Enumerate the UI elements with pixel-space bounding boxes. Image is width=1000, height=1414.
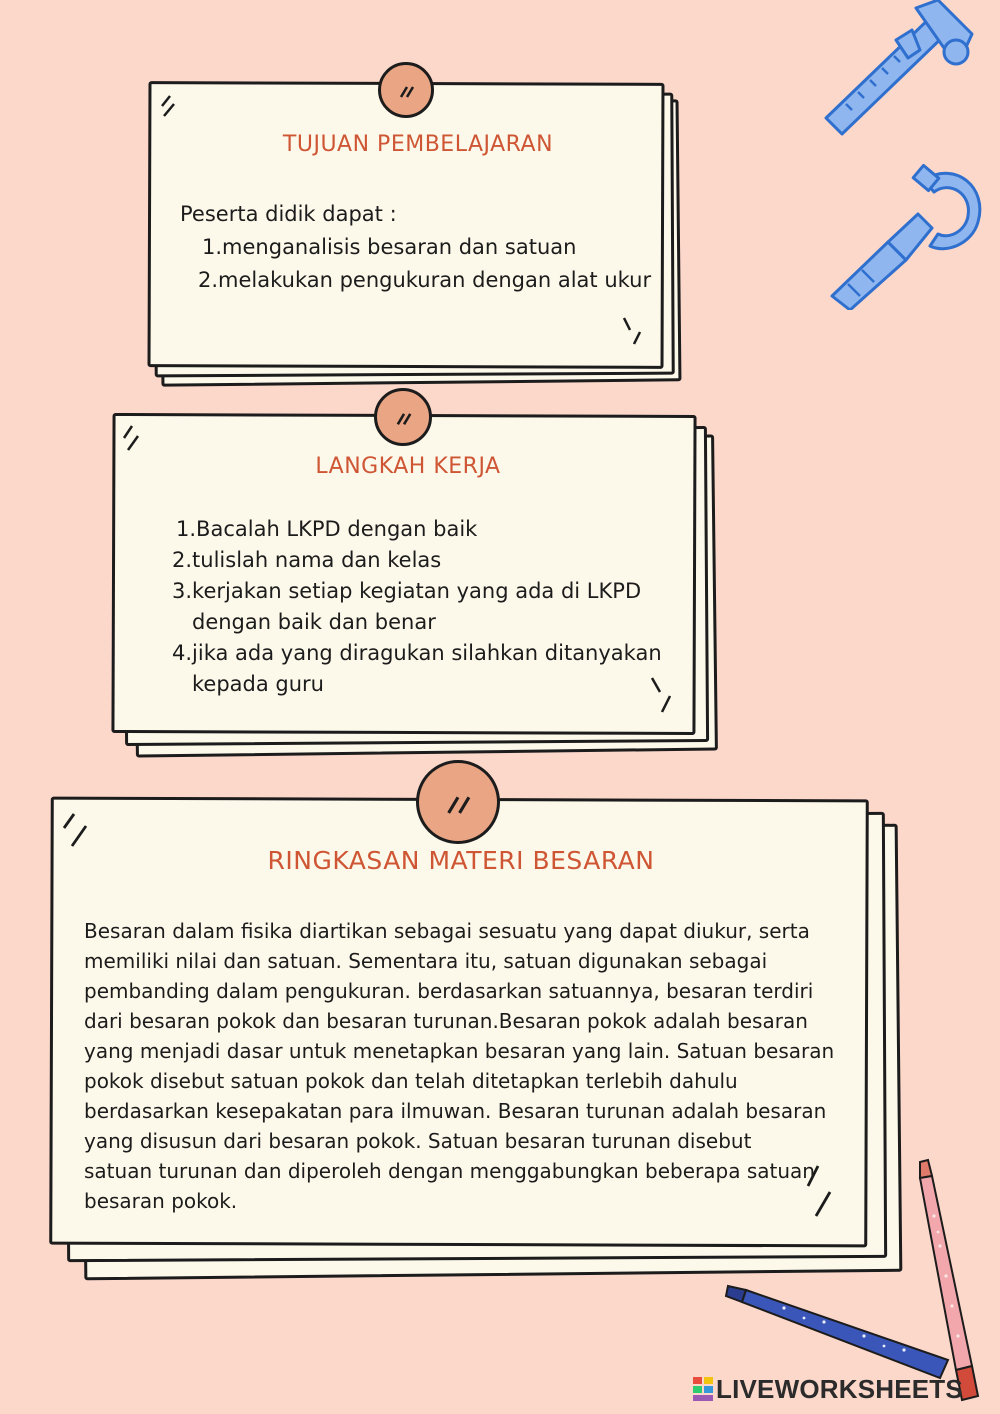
list-item-continuation: dengan baik dan benar bbox=[192, 610, 436, 634]
list-item: 4.jika ada yang diragukan silahkan ditanyakan bbox=[172, 641, 662, 665]
paragraph-line: berdasarkan kesepakatan para ilmuwan. Besaran turunan adalah besaran bbox=[84, 1099, 827, 1123]
list-item: 1.menganalisis besaran dan satuan bbox=[202, 235, 577, 259]
summary-paragraph bbox=[84, 916, 834, 1216]
summary-card bbox=[48, 758, 904, 1288]
tick-marks-icon bbox=[618, 312, 648, 348]
intro-text: Peserta didik dapat : bbox=[180, 202, 397, 226]
logo-mark-icon bbox=[692, 1375, 714, 1403]
tick-marks-icon bbox=[154, 92, 184, 122]
list-item: 2.tulislah nama dan kelas bbox=[172, 548, 442, 572]
paragraph-line: yang disusun dari besaran pokok. Satuan besaran turunan disebut bbox=[84, 1129, 752, 1153]
card-title: LANGKAH KERJA bbox=[315, 454, 501, 479]
micrometer-icon bbox=[826, 160, 992, 310]
pin-icon bbox=[378, 62, 434, 118]
list-item: 2.melakukan pengukuran dengan alat ukur bbox=[198, 268, 652, 292]
work-steps-card bbox=[112, 386, 724, 762]
card-title: RINGKASAN MATERI BESARAN bbox=[267, 846, 655, 875]
paragraph-line: yang menjadi dasar untuk menetapkan besaran yang lain. Satuan besaran bbox=[84, 1039, 835, 1063]
paragraph-line: besaran pokok. bbox=[84, 1189, 238, 1213]
list-item: 1.Bacalah LKPD dengan baik bbox=[176, 517, 478, 541]
pen-icon bbox=[724, 1280, 964, 1380]
liveworksheets-logo bbox=[692, 1372, 963, 1406]
paragraph-line: dari besaran pokok dan besaran turunan.Besaran pokok adalah besaran bbox=[84, 1009, 808, 1033]
card-body bbox=[180, 198, 651, 297]
paragraph-line: satuan turunan dan diperoleh dengan menggabungkan beberapa satuan bbox=[84, 1159, 815, 1183]
paragraph-line: pokok disebut satuan pokok dan telah ditetapkan terlebih dahulu bbox=[84, 1069, 738, 1093]
tick-marks-icon bbox=[118, 422, 152, 458]
caliper-icon bbox=[816, 0, 976, 140]
paragraph-line: Besaran dalam fisika diartikan sebagai sesuatu yang dapat diukur, serta bbox=[84, 919, 810, 943]
watermark-text: LIVEWORKSHEETS bbox=[716, 1373, 963, 1404]
list-item-continuation: kepada guru bbox=[192, 672, 324, 696]
pin-icon bbox=[374, 388, 432, 446]
list-item: 3.kerjakan setiap kegiatan yang ada di LKPD bbox=[172, 579, 642, 603]
paragraph-line: memiliki nilai dan satuan. Sementara itu, satuan digunakan sebagai bbox=[84, 949, 768, 973]
card-title: TUJUAN PEMBELAJARAN bbox=[282, 132, 554, 157]
card-body bbox=[172, 514, 662, 700]
learning-objectives-card bbox=[148, 62, 688, 392]
paragraph-line: pembanding dalam pengukuran. berdasarkan satuannya, besaran terdiri bbox=[84, 979, 814, 1003]
pin-icon bbox=[416, 760, 500, 844]
